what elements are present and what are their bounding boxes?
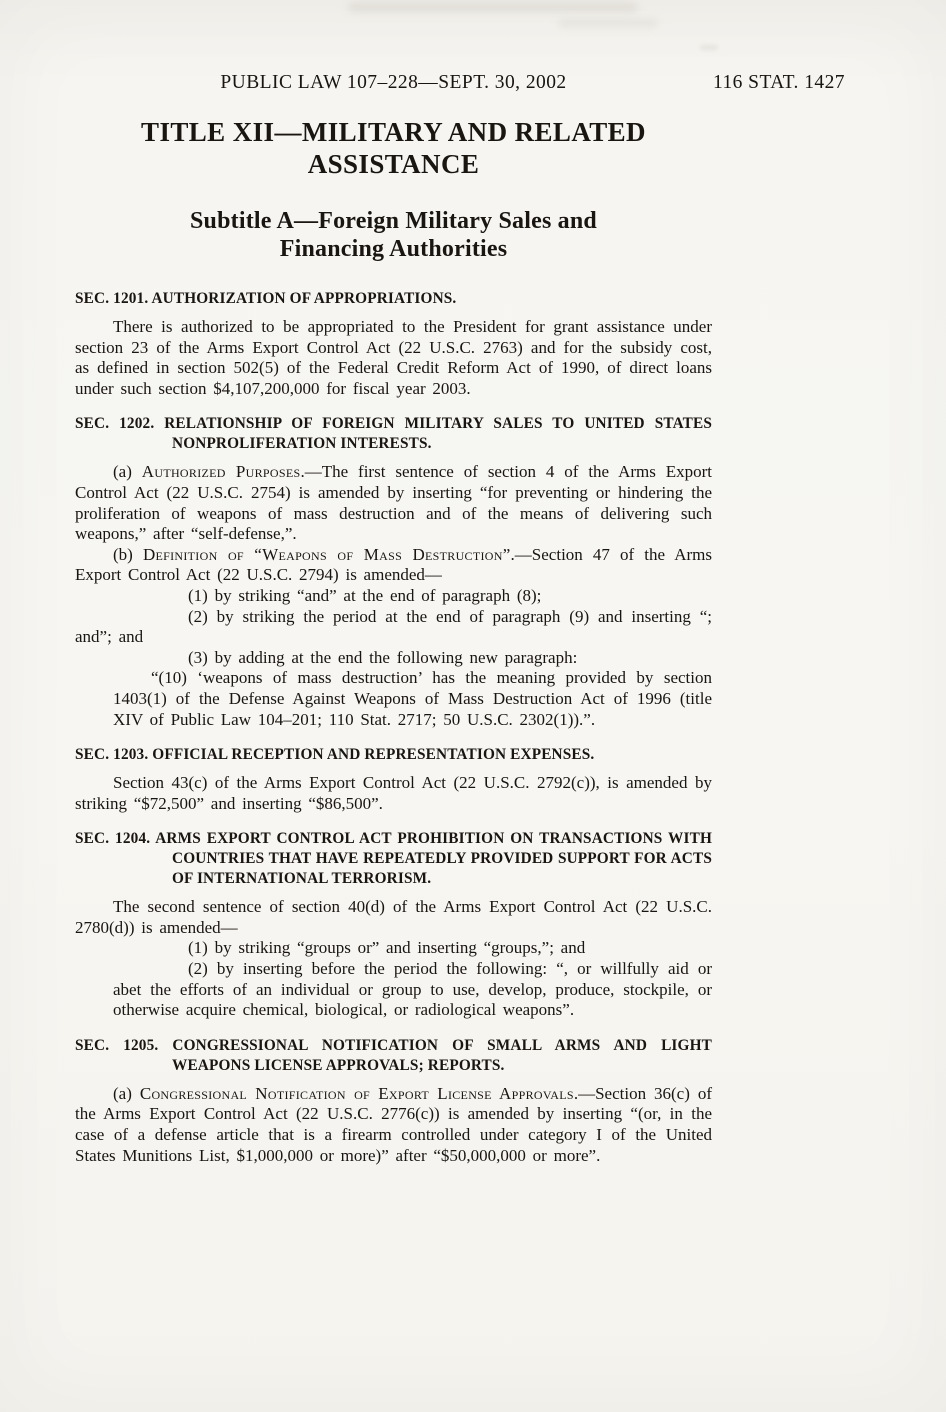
text-run: There is authorized to be appropriated to the President for grant assistance under section 23 of the Arms Export Control Act (22 U.S.C. 2763) and for the subsidy cost, as defined in section 502(5) of the Federal Credit Reform Act of 1990, of direct loans under such section $4,107,200,000 for fiscal year 2003. <box>75 317 712 398</box>
text-run: (1) by striking “and” at the end of paragraph (8); <box>188 585 542 605</box>
quoted-paragraph <box>113 668 712 730</box>
title-heading <box>75 116 712 180</box>
section-1204 <box>75 829 712 1021</box>
law-title: PUBLIC LAW 107–228—SEPT. 30, 2002 <box>220 72 567 93</box>
text-run: (3) by adding at the end the following new paragraph: <box>188 647 578 667</box>
paragraph <box>75 1084 712 1166</box>
paragraph <box>75 317 712 399</box>
text-run: Section 43(c) of the Arms Export Control Act (22 U.S.C. 2792(c)), is amended by striking “$72,500” and inserting “$86,500”. <box>75 773 712 813</box>
text-run: .—Section 36(c) of the Arms Export Control Act (22 U.S.C. 2776(c)) is amended by inserting “(or, in the case of a defense article that is a firearm controlled under category I of the United States Munitions List, $1,000,000 or more)” after “$50,000,000 or more”. <box>75 1083 712 1165</box>
scan-smudge <box>700 45 718 50</box>
paragraph <box>75 938 712 959</box>
scan-smudge <box>558 19 658 27</box>
paragraph <box>75 586 712 607</box>
paragraph <box>75 462 712 544</box>
small-caps-run: Definition of “Weapons of Mass Destruction” <box>142 544 511 564</box>
scan-smudge <box>348 2 638 12</box>
text-run: (2) by striking the period at the end of paragraph (9) and inserting “; and”; and <box>75 606 712 647</box>
text-run: (2) by inserting before the period the following: “, or willfully aid or abet the efforts of an individual or group to use, develop, produce, stockpile, or otherwise acquire chemical, biological, or radiological weapons”. <box>113 959 712 1020</box>
text-run: (b) <box>113 544 143 564</box>
section-1202 <box>75 414 712 730</box>
paragraph <box>75 607 712 648</box>
section-heading: SEC. 1205. CONGRESSIONAL NOTIFICATION OF SMALL ARMS AND LIGHT WEAPONS LICENSE APPROVALS; REPORTS. <box>75 1036 712 1074</box>
text-run: (a) <box>113 1083 140 1103</box>
section-1201 <box>75 289 712 399</box>
paragraph <box>113 959 712 1021</box>
paragraph <box>75 648 712 669</box>
section-1203 <box>75 745 712 814</box>
stat-citation: 116 STAT. 1427 <box>712 72 845 93</box>
section-heading: SEC. 1203. OFFICIAL RECEPTION AND REPRESENTATION EXPENSES. <box>75 746 595 764</box>
text-run: “(10) ‘weapons of mass destruction’ has the meaning provided by section 1403(1) of the Defense Against Weapons of Mass Destruction Act of 1996 (title XIV of Public Law 104–201; 110 Stat. 2717; 50 U.S.C. 2302(1)).”. <box>113 668 712 729</box>
section-heading: SEC. 1201. AUTHORIZATION OF APPROPRIATIONS. <box>75 290 457 307</box>
section-heading: SEC. 1202. RELATIONSHIP OF FOREIGN MILITARY SALES TO UNITED STATES NONPROLIFERATION INTERESTS. <box>75 415 712 453</box>
subtitle-line: Financing Authorities <box>279 236 508 262</box>
text-run: (1) by striking “groups or” and inserting “groups,”; and <box>188 938 586 958</box>
small-caps-run: Authorized Purposes <box>141 462 301 482</box>
subtitle-heading <box>75 207 712 263</box>
title-line: TITLE XII—MILITARY AND RELATED <box>141 117 646 147</box>
page-content <box>75 116 712 1166</box>
paragraph <box>75 545 712 586</box>
section-1205 <box>75 1036 712 1166</box>
paragraph <box>75 773 712 814</box>
text-run: The second sentence of section 40(d) of the Arms Export Control Act (22 U.S.C. 2780(d)) is amended— <box>75 897 712 937</box>
small-caps-run: Congressional Notification of Export License Approvals <box>139 1083 574 1103</box>
text-run: (a) <box>113 462 142 482</box>
title-line: ASSISTANCE <box>307 149 480 179</box>
text-run: .—The first sentence of section 4 of the Arms Export Control Act (22 U.S.C. 2754) is amended by inserting “for preventing or hindering the proliferation of weapons of mass destruction and of the means of delivering such weapons,” after “self-defense,”. <box>75 462 713 544</box>
subtitle-line: Subtitle A—Foreign Military Sales and <box>190 208 597 234</box>
paragraph <box>75 897 712 938</box>
section-heading: SEC. 1204. ARMS EXPORT CONTROL ACT PROHIBITION ON TRANSACTIONS WITH COUNTRIES THAT HAVE REPEATEDLY PROVIDED SUPPORT FOR ACTS OF INTERNATIONAL TERRORISM. <box>75 830 712 888</box>
text-run: .—Section 47 of the Arms Export Control Act (22 U.S.C. 2794) is amended— <box>75 544 712 585</box>
